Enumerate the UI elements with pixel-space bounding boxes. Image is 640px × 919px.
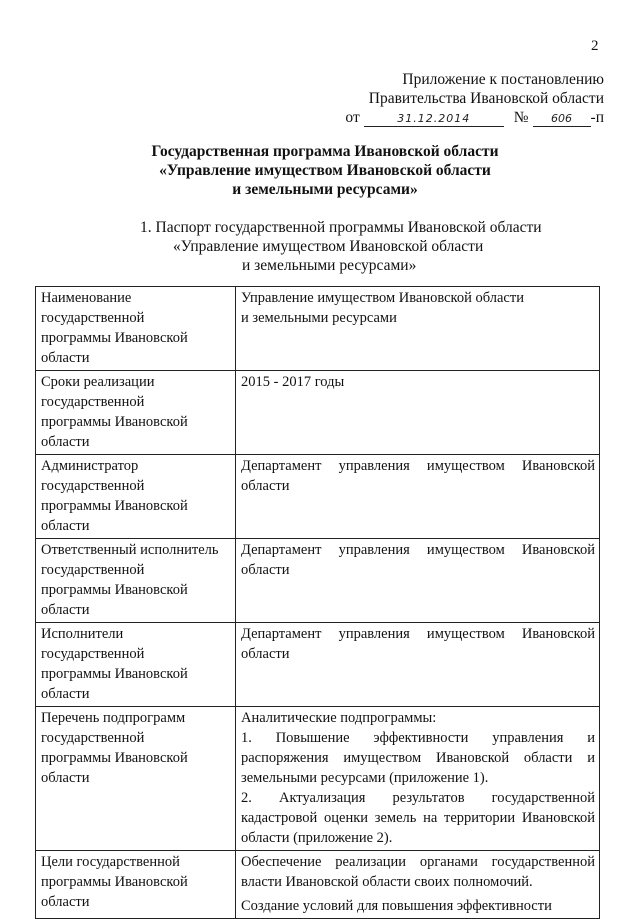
table-row — [36, 707, 600, 851]
table-row — [36, 371, 600, 455]
label-line: Перечень подпрограмм — [41, 710, 186, 726]
label-cell — [36, 287, 236, 371]
label-line: государственной — [41, 394, 145, 410]
title-line-2: «Управление имуществом Ивановской области — [159, 162, 491, 179]
table-row — [36, 851, 600, 919]
label-line: программы Ивановской — [41, 666, 188, 682]
approval-line-1: Приложение к постановлению — [402, 71, 604, 88]
label-cell — [36, 707, 236, 851]
section-line-3: и земельными ресурсами» — [242, 257, 417, 274]
document-title — [0, 142, 640, 199]
label-line: программы Ивановской — [41, 582, 188, 598]
value-cell — [236, 455, 600, 539]
value-cell — [236, 539, 600, 623]
title-line-1: Государственная программа Ивановской области — [151, 143, 499, 160]
label-line: государственной — [41, 730, 145, 746]
label-line: Администратор — [41, 458, 139, 474]
title-line-3: и земельными ресурсами» — [232, 181, 418, 198]
approval-block — [345, 70, 604, 127]
table-row — [36, 455, 600, 539]
table-row — [36, 287, 600, 371]
page-number: 2 — [591, 38, 599, 54]
value-line: и земельными ресурсами — [241, 310, 397, 326]
label-line: программы Ивановской — [41, 414, 188, 430]
handwritten-date: 31.12.2014 — [364, 112, 504, 127]
label-line: программы Ивановской — [41, 874, 188, 890]
label-line: Исполнители — [41, 626, 124, 642]
label-line: программы Ивановской — [41, 330, 188, 346]
subprogram-item: 1. Повышение эффективности управления и распоряжения имуществом Ивановской области и земельными ресурсами (приложение 1). — [241, 730, 595, 786]
section-line-1: 1. Паспорт государственной программы Ивановской области — [140, 219, 542, 236]
label-line: области — [41, 770, 90, 786]
value-intro: Аналитические подпрограммы: — [241, 710, 437, 726]
subprogram-item: 2. Актуализация результатов государственной кадастровой оценки земель на территории Ивановской области (приложение 2). — [241, 790, 595, 846]
value-cell — [236, 371, 600, 455]
label-line: государственной — [41, 562, 145, 578]
value-text: Департамент управления имуществом Ивановской области — [241, 626, 595, 662]
label-line: области — [41, 518, 90, 534]
approval-line-2: Правительства Ивановской области — [368, 90, 604, 107]
table-row — [36, 623, 600, 707]
number-label: № — [513, 109, 529, 126]
value-line: Управление имуществом Ивановской области — [241, 290, 524, 306]
section-line-2: «Управление имуществом Ивановской области — [173, 238, 484, 255]
table-row — [36, 539, 600, 623]
label-line: государственной — [41, 478, 145, 494]
label-line: Цели государственной — [41, 854, 180, 870]
value-cell — [236, 851, 600, 919]
label-line: области — [41, 434, 90, 450]
value-cell — [236, 707, 600, 851]
number-suffix: -п — [590, 109, 604, 126]
label-line: области — [41, 350, 90, 366]
section-heading — [0, 218, 640, 275]
value-cell — [236, 623, 600, 707]
label-line: области — [41, 602, 90, 618]
label-cell — [36, 851, 236, 919]
label-cell — [36, 539, 236, 623]
label-line: программы Ивановской — [41, 750, 188, 766]
label-line: области — [41, 686, 90, 702]
label-line: государственной — [41, 310, 145, 326]
label-line: государственной — [41, 646, 145, 662]
approval-date-number — [345, 108, 604, 127]
label-cell — [36, 455, 236, 539]
label-line: Ответственный исполнитель — [41, 542, 219, 558]
label-cell — [36, 623, 236, 707]
goal-paragraph: Обеспечение реализации органами государственной власти Ивановской области своих полномочий. — [241, 854, 595, 890]
value-text: 2015 - 2017 годы — [241, 374, 345, 390]
label-line: программы Ивановской — [41, 498, 188, 514]
value-cell — [236, 287, 600, 371]
passport-table — [35, 286, 600, 919]
label-line: Сроки реализации — [41, 374, 155, 390]
from-label: от — [345, 109, 360, 126]
label-cell — [36, 371, 236, 455]
label-line: области — [41, 894, 90, 910]
goal-paragraph: Создание условий для повышения эффективности — [241, 898, 552, 914]
value-text: Департамент управления имуществом Ивановской области — [241, 458, 595, 494]
value-text: Департамент управления имуществом Ивановской области — [241, 542, 595, 578]
label-line: Наименование — [41, 290, 132, 306]
handwritten-number: 606 — [533, 112, 591, 127]
